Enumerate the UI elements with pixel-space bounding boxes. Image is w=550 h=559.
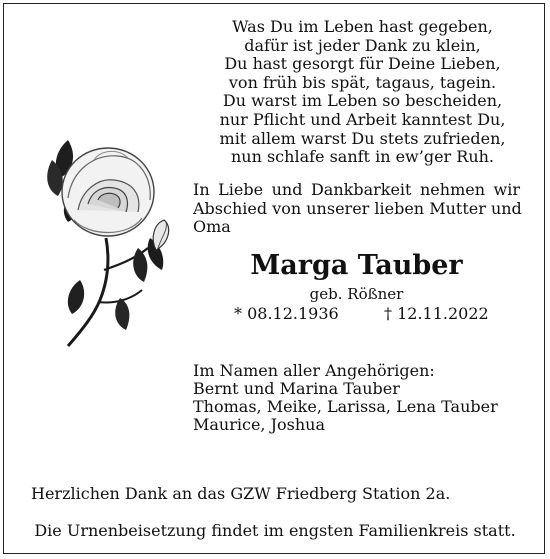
family-list bbox=[193, 362, 523, 434]
rose-illustration bbox=[38, 120, 188, 350]
poem-line: Du hast gesorgt für Deine Lieben, bbox=[224, 54, 501, 74]
urn-notice: Die Urnenbeisetzung findet im engsten Familienkreis statt. bbox=[34, 521, 516, 540]
intro-line: In Liebe und Dankbarkeit nehmen wir bbox=[193, 180, 520, 199]
maiden-name: geb. Rößner bbox=[309, 285, 404, 303]
poem-line: mit allem warst Du stets zufrieden, bbox=[219, 128, 506, 148]
poem-line: Du warst im Leben so bescheiden, bbox=[222, 91, 503, 111]
thanks-note: Herzlichen Dank an das GZW Friedberg Station 2a. bbox=[31, 484, 451, 503]
poem-line: dafür ist jeder Dank zu klein, bbox=[244, 35, 481, 55]
family-line: Bernt und Marina Tauber bbox=[193, 379, 400, 398]
poem-line: nun schlafe sanft in ew’ger Ruh. bbox=[230, 147, 495, 167]
poem-line: nur Pflicht und Arbeit kanntest Du, bbox=[219, 109, 506, 129]
intro-text bbox=[193, 181, 520, 237]
deceased-name: Marga Tauber bbox=[250, 250, 463, 281]
poem bbox=[190, 18, 535, 167]
poem-line: von früh bis spät, tagaus, tagein. bbox=[228, 72, 497, 92]
intro-line: Abschied von unserer lieben Mutter und bbox=[193, 198, 522, 218]
intro-line: Oma bbox=[193, 217, 231, 237]
death-date: † 12.11.2022 bbox=[384, 304, 489, 323]
poem-line: Was Du im Leben hast gegeben, bbox=[232, 17, 493, 36]
family-line: Im Namen aller Angehörigen: bbox=[193, 361, 435, 380]
birth-date: * 08.12.1936 bbox=[234, 304, 339, 323]
family-line: Maurice, Joshua bbox=[193, 415, 325, 434]
family-line: Thomas, Meike, Larissa, Lena Tauber bbox=[193, 397, 498, 416]
